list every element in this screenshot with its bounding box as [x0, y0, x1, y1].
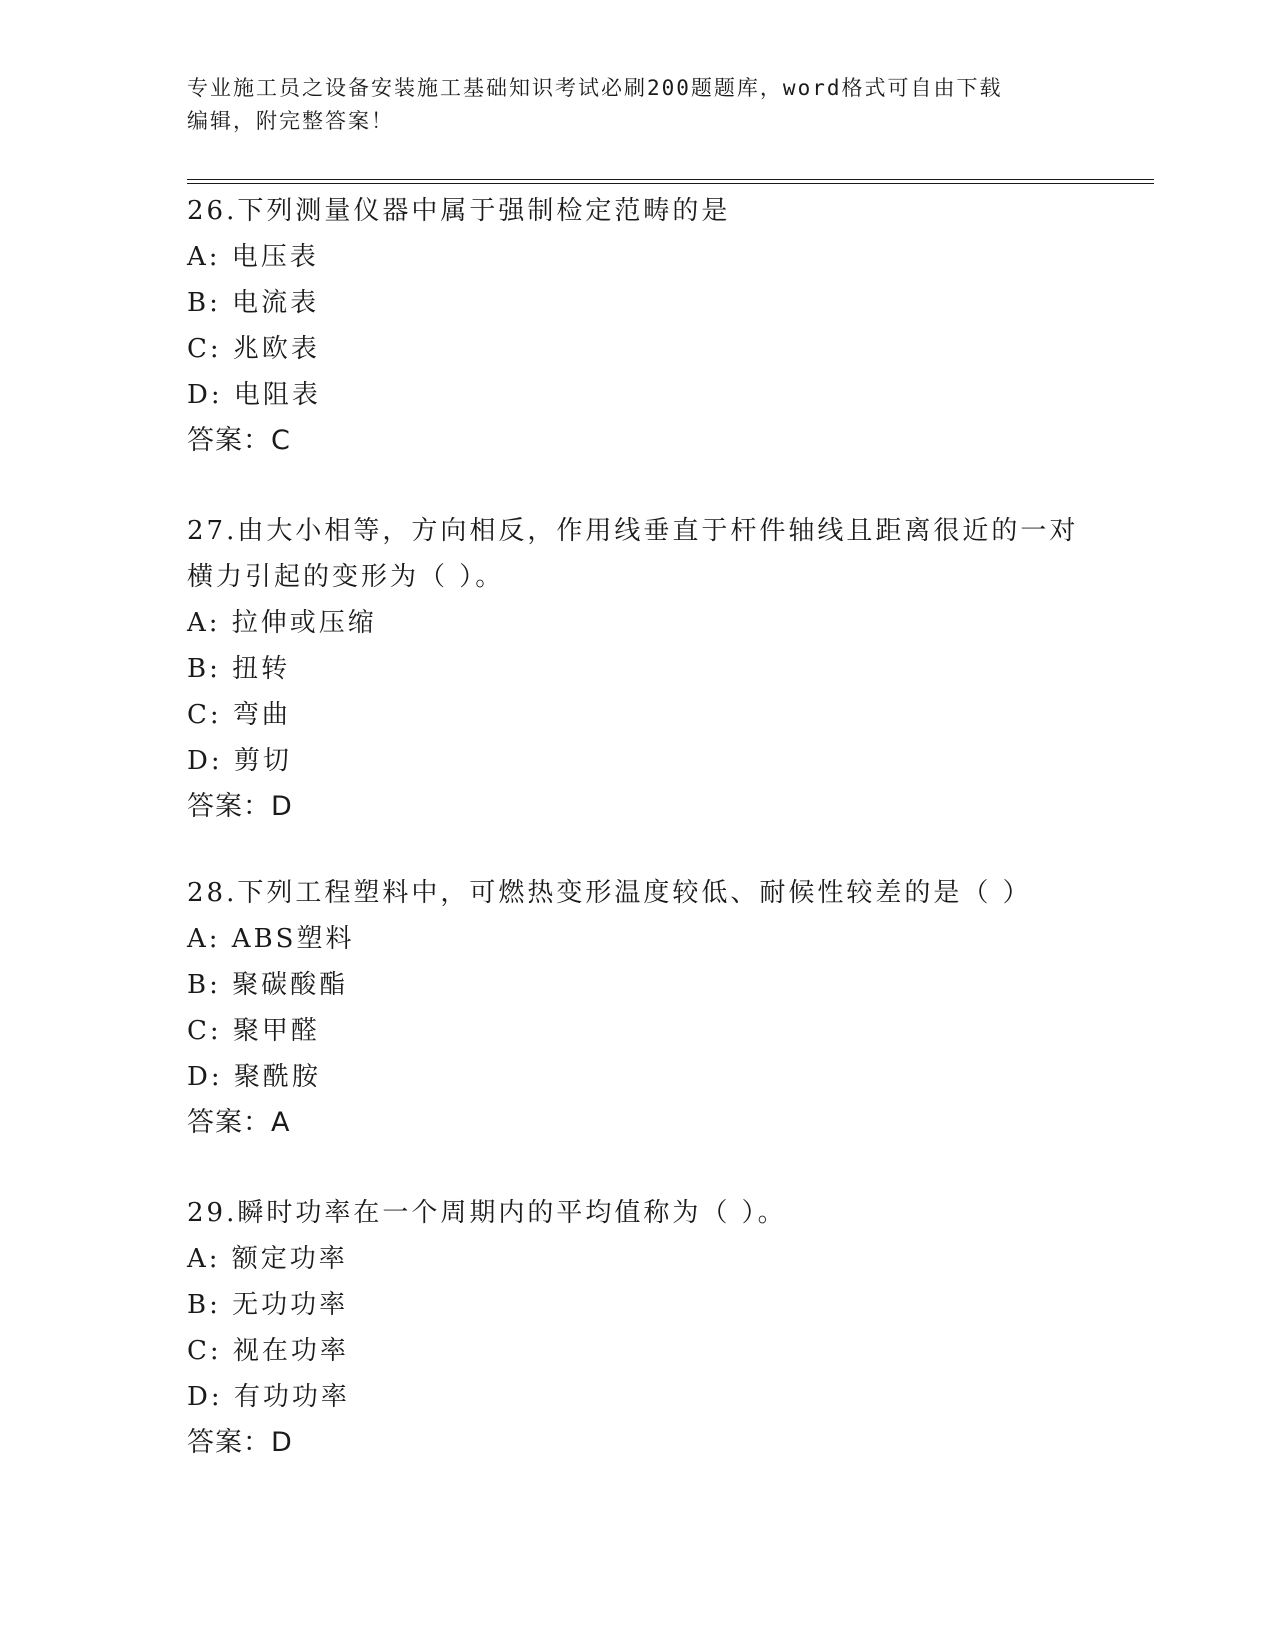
option-a: A: 拉伸或压缩 [187, 608, 377, 638]
option-d: D: 聚酰胺 [187, 1062, 321, 1092]
question-stem: 27.由大小相等，方向相反，作用线垂直于杆件轴线且距离很近的一对 [187, 516, 1079, 546]
option-b: B: 电流表 [187, 288, 320, 318]
question-28 [187, 870, 1087, 1146]
option-b: B: 聚碳酸酯 [187, 970, 349, 1000]
question-27 [187, 508, 1087, 830]
answer-line: 答案：D [187, 791, 293, 822]
header-line-2: 编辑，附完整答案！ [187, 109, 394, 133]
answer-line: 答案：C [187, 425, 291, 456]
option-c: C: 聚甲醛 [187, 1016, 320, 1046]
option-d: D: 电阻表 [187, 380, 321, 410]
option-a: A: 电压表 [187, 242, 319, 272]
option-a: A: ABS塑料 [187, 924, 355, 954]
header-divider-bottom [187, 183, 1154, 184]
option-c: C: 弯曲 [187, 700, 291, 730]
header-divider-top [187, 179, 1154, 180]
question-stem: 28.下列工程塑料中，可燃热变形温度较低、耐候性较差的是（ ） [187, 878, 1032, 908]
question-stem: 29.瞬时功率在一个周期内的平均值称为（ ）。 [187, 1198, 787, 1228]
question-stem: 26.下列测量仪器中属于强制检定范畴的是 [187, 196, 731, 226]
option-b: B: 无功功率 [187, 1290, 349, 1320]
option-b: B: 扭转 [187, 654, 291, 684]
option-c: C: 视在功率 [187, 1336, 349, 1366]
option-d: D: 有功功率 [187, 1382, 350, 1412]
question-29 [187, 1190, 1087, 1466]
document-header [187, 72, 1087, 138]
option-d: D: 剪切 [187, 746, 292, 776]
answer-line: 答案：D [187, 1427, 293, 1458]
option-c: C: 兆欧表 [187, 334, 320, 364]
question-stem-continued: 横力引起的变形为（ ）。 [187, 562, 505, 592]
question-26 [187, 188, 1087, 464]
answer-line: 答案：A [187, 1107, 291, 1138]
header-line-1: 专业施工员之设备安装施工基础知识考试必刷200题题库，word格式可自由下载 [187, 76, 1003, 100]
option-a: A: 额定功率 [187, 1244, 348, 1274]
